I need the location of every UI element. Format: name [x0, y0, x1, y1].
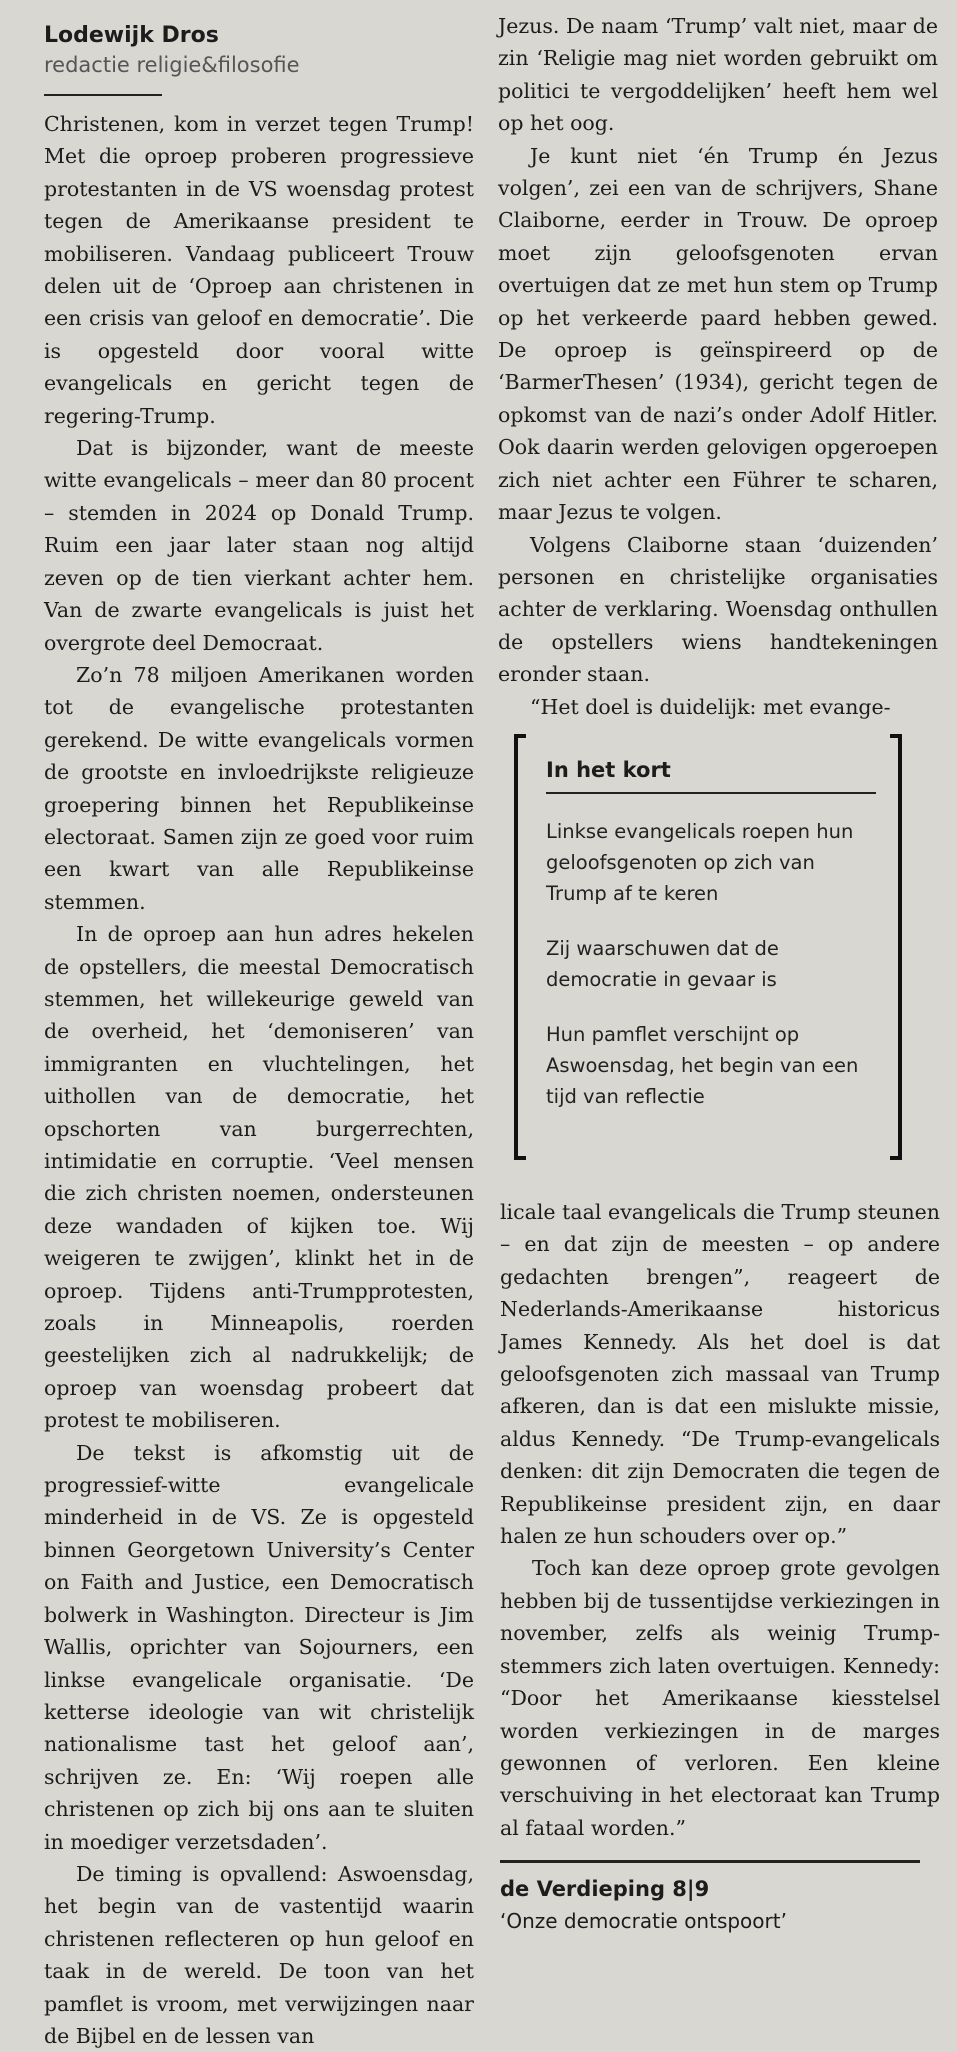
paragraph: Zo’n 78 miljoen Amerikanen worden tot de evangelische protestanten gerekend. De witte evangelicals vormen de grootste en invloedrijkste religieuze groepering binnen het Republikeinse electoraat. Samen zijn ze goed voor ruim een kwart van alle Republikeinse stemmen.: [44, 662, 474, 914]
paragraph: Jezus. De naam ‘Trump’ valt niet, maar de zin ‘Religie mag niet worden gebruikt om politici te vergoddelijken’ heeft hem wel op het oog.: [498, 14, 938, 136]
author-department: redactie religie&filosofie: [44, 53, 300, 77]
right-column-bottom: [500, 1196, 940, 1935]
summary-item: Zij waarschuwen dat de democratie in gevaar is: [546, 937, 779, 991]
left-bracket: [514, 734, 526, 1160]
in-het-kort-title: In het kort: [546, 758, 671, 782]
in-het-kort-content: [546, 758, 876, 1136]
footer-divider: [500, 1860, 920, 1863]
paragraph: In de oproep aan hun adres hekelen de opstellers, die meestal Democratisch stemmen, het willekeurige geweld van de overheid, het ‘demoniseren’ van immigranten en vluchtelingen, het uithollen van de democratie, het opschorten van burgerrechten, intimidatie en corruptie. ‘Veel mensen die zich christen noemen, ondersteunen deze wandaden of kijken toe. Wij weigeren te zwijgen’, klinkt het in de oproep. Tijdens anti-Trumpprotesten, zoals in Minneapolis, roerden geestelijken zich al nadrukkelijk; de oproep van woensdag probeert dat protest te mobiliseren.: [44, 922, 474, 1433]
right-column-top: [498, 10, 938, 723]
paragraph: Toch kan deze oproep grote gevolgen hebben bij de tussentijdse verkiezingen in november, zelfs als weinig Trump-stemmers zich laten overtuigen. Kennedy: “Door het Amerikaanse kiesstelsel worden verkiezingen in de marges gewonnen of verloren. Een kleine verschuiving in het electoraat kan Trump al fataal worden.”: [500, 1556, 940, 1840]
paragraph: “Het doel is duidelijk: met evange-: [530, 694, 891, 719]
paragraph: De timing is opvallend: Aswoensdag, het begin van de vastentijd waarin christenen reflecteren op hun geloof en taak in de wereld. De toon van het pamflet is vroom, met verwijzingen naar de Bijbel en de lessen van: [44, 1861, 474, 2048]
paragraph: De tekst is afkomstig uit de progressief-witte evangelicale minderheid in de VS. Ze is opgesteld binnen Georgetown University’s Center on Faith and Justice, een Democratisch bolwerk in Washington. Directeur is Jim Wallis, oprichter van Sojourners, een linkse evangelicale organisatie. ‘De ketterse ideologie van wit christelijk nationalisme tast het geloof aan’, schrijven ze. En: ‘Wij roepen alle christenen op zich bij ons aan te sluiten in moediger verzetsdaden’.: [44, 1440, 474, 1854]
paragraph: Christenen, kom in verzet tegen Trump! Met die oproep proberen progressieve protestanten in de VS woensdag protest tegen de Amerikaanse president te mobiliseren. Vandaag publiceert Trouw delen uit de ‘Oproep aan christenen in een crisis van geloof en democratie’. Die is opgesteld door vooral witte evangelicals en gericht tegen de regering-Trump.: [44, 112, 474, 428]
in-het-kort-divider: [546, 792, 876, 794]
byline-divider: [44, 94, 162, 96]
left-column: [44, 22, 474, 2052]
paragraph: Je kunt niet ‘én Trump én Jezus volgen’, zei een van de schrijvers, Shane Claiborne, eerder in Trouw. De oproep moet zijn geloofsgenoten ervan overtuigen dat ze met hun stem op Trump op het verkeerde paard hebben gewed. De oproep is geïnspireerd op de ‘BarmerThesen’ (1934), gericht tegen de opkomst van de nazi’s onder Adolf Hitler. Ook daarin werden gelovigen opgeroepen zich niet achter een Führer te scharen, maar Jezus te volgen.: [498, 143, 938, 525]
summary-item: Linkse evangelicals roepen hun geloofsgenoten op zich van Trump af te keren: [546, 820, 854, 905]
paragraph: Dat is bijzonder, want de meeste witte evangelicals – meer dan 80 procent – stemden in 2024 op Donald Trump. Ruim een jaar later staan nog altijd zeven op de tien vierkant achter hem. Van de zwarte evangelicals is juist het overgrote deel Democraat.: [44, 436, 474, 655]
author-name: Lodewijk Dros: [44, 23, 219, 48]
related-section-title[interactable]: de Verdieping 8|9: [500, 1877, 710, 1902]
paragraph: licale taal evangelicals die Trump steunen – en dat zijn de meesten – op andere gedachten brengen”, reageert de Nederlands-Amerikaanse historicus James Kennedy. Als het doel is dat geloofsgenoten zich massaal van Trump afkeren, dan is dat een mislukte missie, aldus Kennedy. “De Trump-evangelicals denken: dit zijn Democraten die tegen de Republikeinse president zijn, en daar halen ze hun schouders over op.”: [500, 1200, 940, 1549]
paragraph: Volgens Claiborne staan ‘duizenden’ personen en christelijke organisaties achter de verklaring. Woensdag onthullen de opstellers wiens handtekeningen eronder staan.: [498, 532, 938, 687]
right-bracket: [890, 734, 902, 1160]
in-het-kort-box: [514, 734, 902, 1160]
related-section-subtitle[interactable]: ‘Onze democratie ontspoort’: [500, 1909, 787, 1934]
summary-item: Hun pamflet verschijnt op Aswoensdag, het begin van een tijd van reflectie: [546, 1023, 859, 1108]
